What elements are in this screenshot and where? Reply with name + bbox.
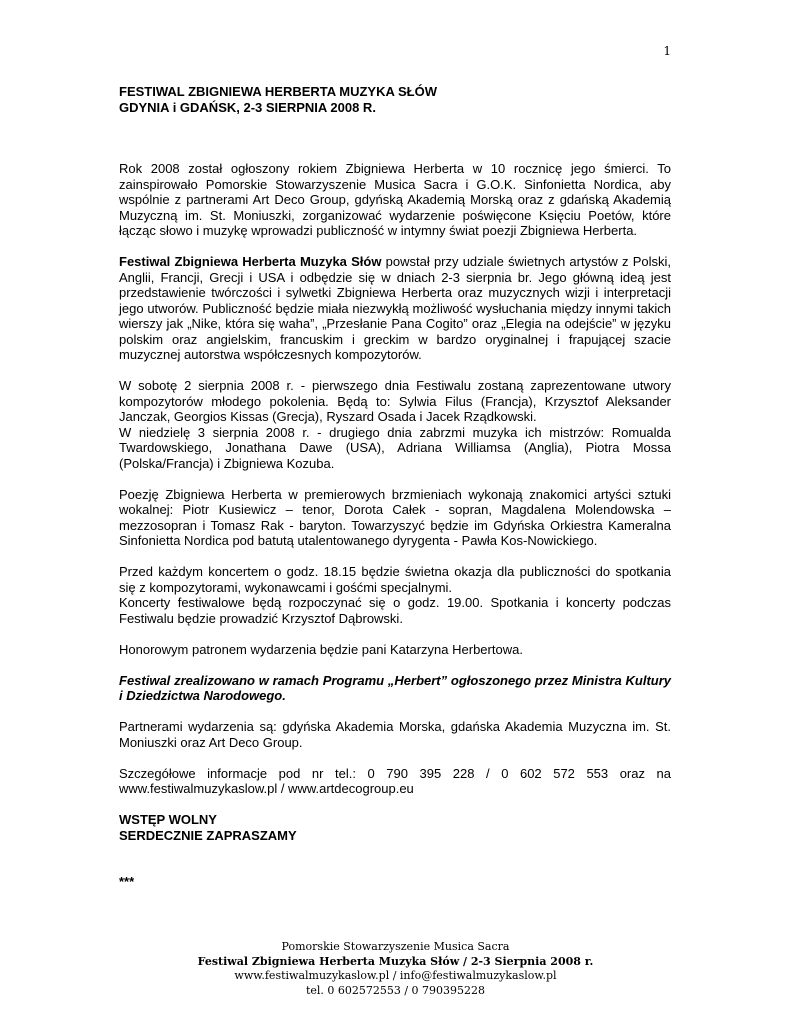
footer-organization: Pomorskie Stowarzyszenie Musica Sacra xyxy=(281,940,510,953)
paragraph-performers: Poezję Zbigniewa Herberta w premierowych brzmieniach wykonają znakomici artyści sztuki wokalnej: Piotr Kusiewicz – tenor, Dorota Całek - sopran, Magdalena Molendowska – mezzosopran i Tomasz Rak - baryton. Towarzyszyć będzie im Gdyńska Orkiestra Kameralna Sinfonietta Nordica pod batutą utalentowanego dyrygenta - Pawła Kos-Nowickiego. xyxy=(119,486,671,548)
document-body xyxy=(119,84,671,890)
paragraph-sunday: W niedzielę 3 sierpnia 2008 r. - drugiego dnia zabrzmi muzyka ich mistrzów: Romualda Twardowskiego, Jonathana Dawe (USA), Adriana Williamsa (Anglia), Piotra Mossa (Polska/Francja) i Zbigniewa Kozuba. xyxy=(119,424,671,471)
document-title xyxy=(119,84,671,115)
closing-stars: *** xyxy=(119,874,135,889)
title-line-2: GDYNIA i GDAŃSK, 2-3 SIERPNIA 2008 R. xyxy=(119,99,376,115)
closing-line-1: WSTĘP WOLNY xyxy=(119,812,217,827)
festival-name: Festiwal Zbigniewa Herberta Muzyka Słów xyxy=(119,254,382,269)
paragraph-contact: Szczegółowe informacje pod nr tel.: 0 790 395 228 / 0 602 572 553 oraz na www.festiwalmuzykaslow.pl / www.artdecogroup.eu xyxy=(119,765,671,796)
paragraph-festival-text: powstał przy udziale świetnych artystów z Polski, Anglii, Francji, Grecji i USA i odbędzie się w dniach 2-3 sierpnia br. Jego główną ideą jest przedstawienie twórczości i sylwetki Zbigniewa Herberta oraz muzycznych wizji i interpretacji jego utworów. Publiczność będzie miała niezwykłą możliwość wysłuchania między innymi takich wierszy jak „Nike, która się waha”, „Przesłanie Pana Cogito” oraz „Elegia na odejście” w języku polskim oraz angielskim, francuskim i greckim w bardzo oryginalnej i frapującej szacie muzycznej autorstwa współczesnych kompozytorów. xyxy=(119,254,671,362)
closing-line-2: SERDECZNIE ZAPRASZAMY xyxy=(119,827,297,843)
paragraph-festival xyxy=(119,254,671,363)
paragraph-patron: Honorowym patronem wydarzenia będzie pani Katarzyna Herbertowa. xyxy=(119,641,523,657)
paragraph-intro: Rok 2008 został ogłoszony rokiem Zbigniewa Herberta w 10 rocznicę jego śmierci. To zainspirowało Pomorskie Stowarzyszenie Musica Sacra i G.O.K. Sinfonietta Nordica, aby wspólnie z partnerami Art Deco Group, gdyńską Akademią Morską oraz z gdańską Akademią Muzyczną im. St. Moniuszki, zorganizować wydarzenie poświęcone Księciu Poetów, które łącząc słowo i muzykę wprowadzi publiczność w intymny świat poezji Zbigniewa Herberta. xyxy=(119,161,671,238)
paragraph-partners: Partnerami wydarzenia są: gdyńska Akademia Morska, gdańska Akademia Muzyczna im. St. Moniuszki oraz Art Deco Group. xyxy=(119,719,671,750)
page-number: 1 xyxy=(663,44,671,58)
paragraph-saturday: W sobotę 2 sierpnia 2008 r. - pierwszego dnia Festiwalu zostaną zaprezentowane utwory kompozytorów młodego pokolenia. Będą to: Sylwia Filus (Francja), Krzysztof Aleksander Janczak, Georgios Kissas (Grecja), Ryszard Osada i Jacek Rządkowski. xyxy=(119,378,671,424)
footer-phone: tel. 0 602572553 / 0 790395228 xyxy=(305,983,486,997)
paragraph-program: Festiwal zrealizowano w ramach Programu „Herbert” ogłoszonego przez Ministra Kultury i Dziedzictwa Narodowego. xyxy=(119,672,671,703)
paragraph-meetings: Przed każdym koncertem o godz. 18.15 będzie świetna okazja dla publiczności do spotkania się z kompozytorami, wykonawcami i gośćmi specjalnymi. xyxy=(119,564,671,595)
title-line-1: FESTIWAL ZBIGNIEWA HERBERTA MUZYKA SŁÓW xyxy=(119,84,438,99)
footer-web: www.festiwalmuzykaslow.pl / info@festiwalmuzykaslow.pl xyxy=(234,969,557,982)
paragraph-concert-times: Koncerty festiwalowe będą rozpoczynać się o godz. 19.00. Spotkania i koncerty podczas Festiwalu będzie prowadzić Krzysztof Dąbrowski. xyxy=(119,595,671,626)
footer-festival: Festiwal Zbigniewa Herberta Muzyka Słów / 2-3 Sierpnia 2008 r. xyxy=(197,954,594,968)
page-footer xyxy=(0,940,791,998)
closing-block xyxy=(119,812,671,890)
